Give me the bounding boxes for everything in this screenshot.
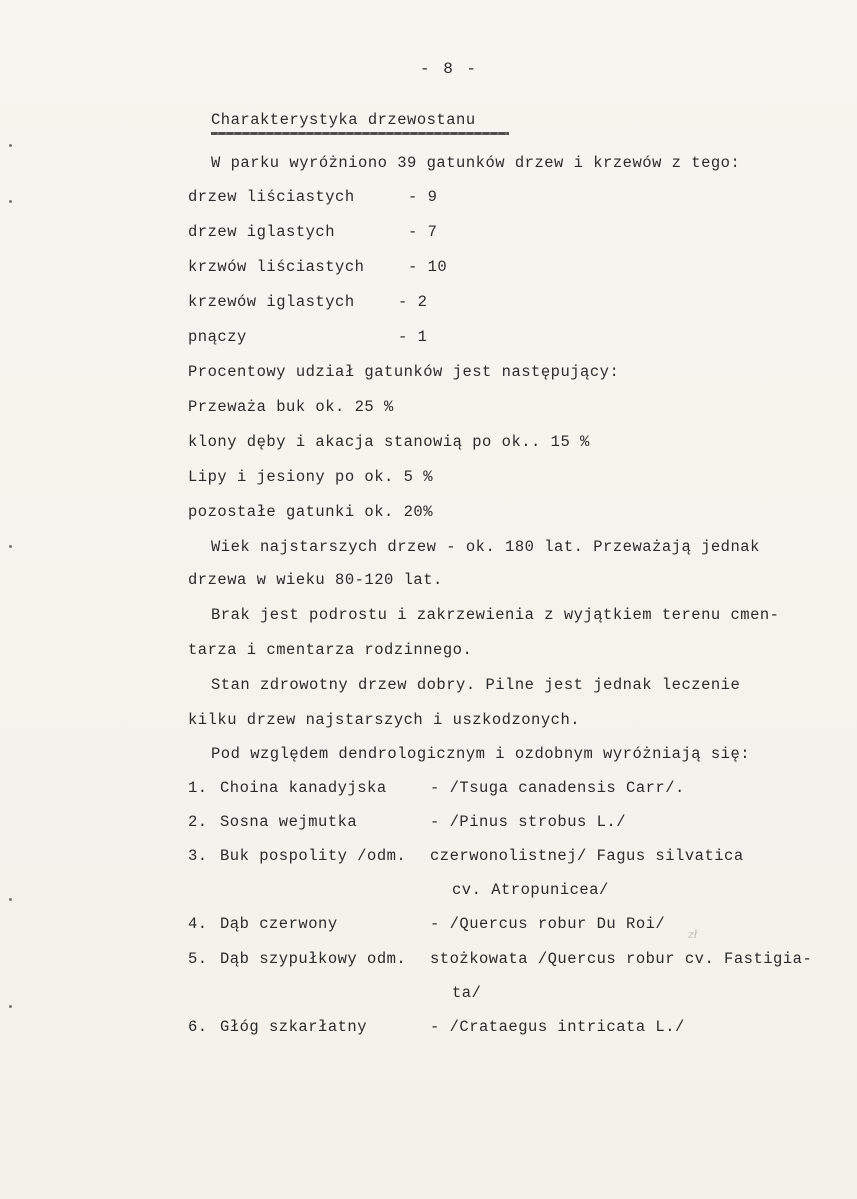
percent-line: Przeważa buk ok. 25 % (188, 398, 394, 416)
margin-mark (9, 545, 12, 548)
paragraph-line: kilku drzew najstarszych i uszkodzonych. (188, 711, 581, 729)
species-number: 2. (188, 813, 208, 831)
page-number: - 8 - (420, 60, 479, 78)
species-latin-cont: cv. Atropunicea/ (452, 881, 609, 899)
species-latin: - /Tsuga canadensis Carr/. (430, 779, 685, 797)
count-value: - 10 (408, 258, 448, 276)
species-number: 6. (188, 1018, 208, 1036)
percent-line: Lipy i jesiony po ok. 5 % (188, 468, 434, 486)
percent-line: pozostałe gatunki ok. 20% (188, 503, 434, 521)
species-latin: - /Pinus strobus L./ (430, 813, 627, 831)
intro-text: W parku wyróżniono 39 gatunków drzew i krzewów z tego: (211, 154, 741, 172)
count-label: pnączy (188, 328, 247, 346)
paragraph-line: Brak jest podrostu i zakrzewienia z wyjątkiem terenu cmen- (211, 606, 780, 624)
count-label: krzwów liściastych (188, 258, 365, 276)
margin-mark (9, 200, 12, 203)
count-label: krzewów iglastych (188, 293, 355, 311)
species-name: Dąb szypułkowy odm. (220, 950, 407, 968)
list-intro: Pod względem dendrologicznym i ozdobnym wyróżniają się: (211, 745, 751, 763)
margin-mark (9, 144, 12, 147)
paragraph-line: Stan zdrowotny drzew dobry. Pilne jest jednak leczenie (211, 676, 741, 694)
paragraph-line: drzewa w wieku 80-120 lat. (188, 571, 443, 589)
count-value: - 1 (398, 328, 428, 346)
species-number: 4. (188, 915, 208, 933)
species-number: 1. (188, 779, 208, 797)
species-latin-cont: ta/ (452, 984, 482, 1002)
species-name: Głóg szkarłatny (220, 1018, 368, 1036)
species-name: Choina kanadyjska (220, 779, 387, 797)
count-label: drzew liściastych (188, 188, 355, 206)
species-name: Buk pospolity /odm. (220, 847, 407, 865)
species-latin: czerwonolistnej/ Fagus silvatica (430, 847, 744, 865)
heading-underline (211, 132, 509, 135)
species-latin: - /Crataegus intricata L./ (430, 1018, 685, 1036)
count-value: - 9 (408, 188, 438, 206)
margin-mark (9, 1005, 12, 1008)
section-heading: Charakterystyka drzewostanu (211, 111, 476, 129)
species-number: 5. (188, 950, 208, 968)
species-latin: - /Quercus robur Du Roi/ (430, 915, 666, 933)
species-number: 3. (188, 847, 208, 865)
paragraph-line: tarza i cmentarza rodzinnego. (188, 641, 473, 659)
percent-intro: Procentowy udział gatunków jest następujący: (188, 363, 620, 381)
count-value: - 2 (398, 293, 428, 311)
paragraph-line: Wiek najstarszych drzew - ok. 180 lat. Przeważają jednak (211, 538, 760, 556)
count-value: - 7 (408, 223, 438, 241)
margin-mark (9, 898, 12, 901)
marginal-note: zł (688, 928, 698, 941)
species-name: Dąb czerwony (220, 915, 338, 933)
species-name: Sosna wejmutka (220, 813, 358, 831)
species-latin: stożkowata /Quercus robur cv. Fastigia- (430, 950, 813, 968)
count-label: drzew iglastych (188, 223, 336, 241)
percent-line: klony dęby i akacja stanowią po ok.. 15 % (188, 433, 590, 451)
